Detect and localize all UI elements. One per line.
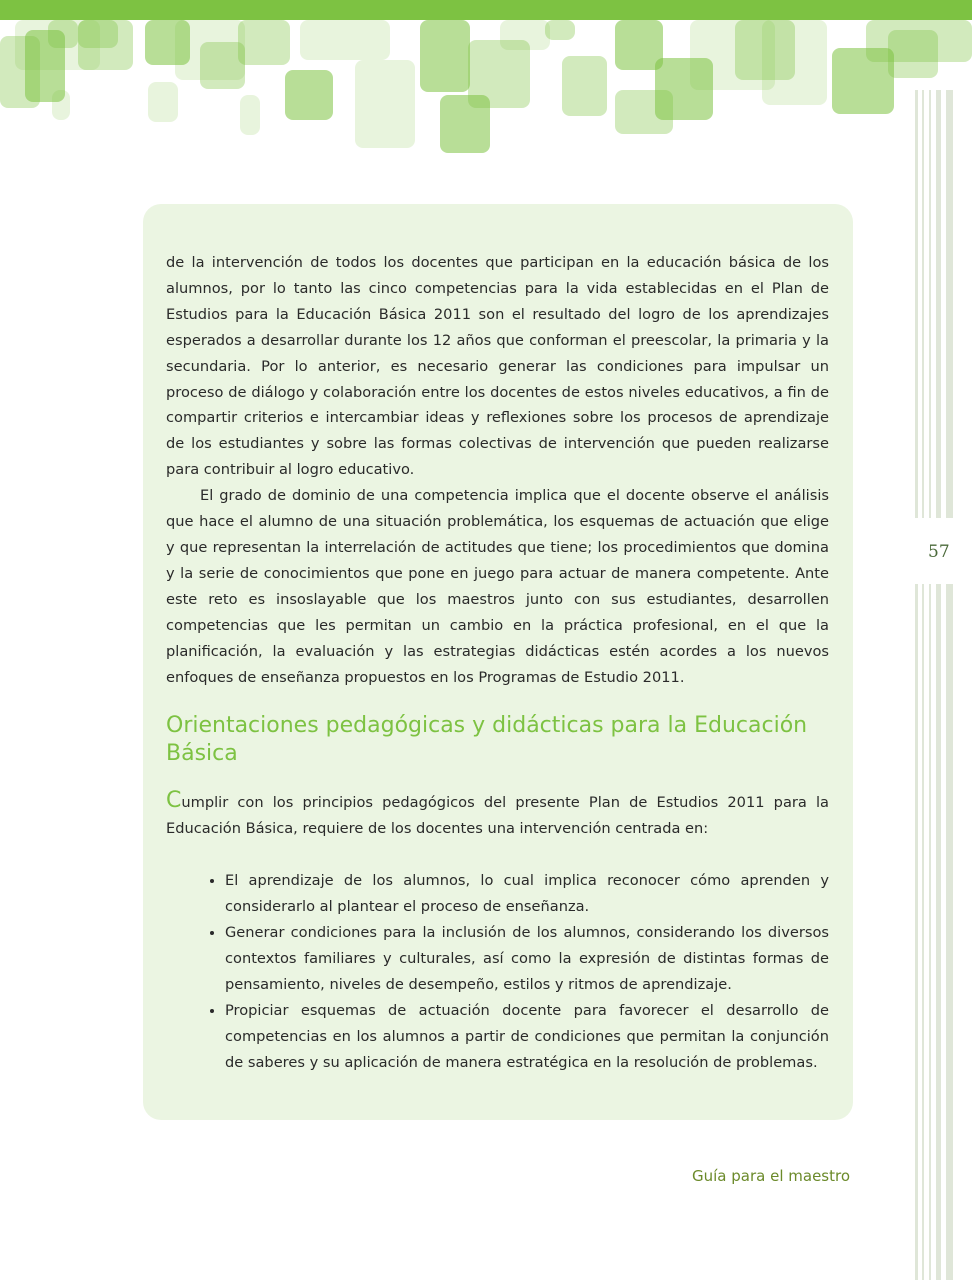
header-bar bbox=[0, 0, 972, 20]
bullet-list bbox=[166, 868, 829, 1075]
stripe bbox=[946, 90, 953, 1280]
list-item: • Propiciar esquemas de actuación docente para favorecer el desarrollo de competencias en los alumnos a partir de condiciones que permitan la conjunción de saberes y su aplicación de manera estratégica en la resolución de problemas. bbox=[225, 998, 829, 1076]
section-heading: Orientaciones pedagógicas y didácticas para la Educación Básica bbox=[166, 713, 808, 767]
stripe bbox=[936, 90, 941, 1280]
drop-cap: C bbox=[166, 788, 182, 814]
list-item: • Generar condiciones para la inclusión de los alumnos, considerando los diversos contextos familiares y culturales, así como la expresión de distintas formas de pensamiento, niveles de desempeño, estilos y ritmos de aprendizaje. bbox=[225, 920, 829, 998]
footer-title: Guía para el maestro bbox=[692, 1167, 851, 1185]
stripe bbox=[915, 90, 918, 1280]
page-number: 57 bbox=[928, 542, 950, 562]
list-item: • El aprendizaje de los alumnos, lo cual implica reconocer cómo aprenden y considerarlo al plantear el proceso de enseñanza. bbox=[225, 868, 829, 920]
stripe bbox=[922, 90, 924, 1280]
paragraph: de la intervención de todos los docentes que participan en la educación básica de los alumnos, por lo tanto las cinco competencias para la vida establecidas en el Plan de Estudios para la Educación Básica 2011 son el resultado del logro de los aprendizajes esperados a desarrollar durante los 12 años que conforman el preescolar, la primaria y la secundaria. Por lo anterior, es necesario generar las condiciones para impulsar un proceso de diálogo y colaboración entre los docentes de estos niveles educativos, a fin de compartir criterios e intercambiar ideas y reflexiones sobre los procesos de aprendizaje de los estudiantes y sobre las formas colectivas de intervención que pueden realizarse para contribuir al logro educativo. bbox=[166, 254, 829, 479]
decorative-squares bbox=[0, 20, 972, 170]
paragraph: El grado de dominio de una competencia implica que el docente observe el análisis que hace el alumno de una situación problemática, los esquemas de actuación que elige y que representan la interrelación de actitudes que tiene; los procedimientos que domina y la serie de conocimientos que pone en juego para actuar de manera competente. Ante este reto es insoslayable que los maestros junto con sus estudiantes, desarrollen competencias que les permitan un cambio en la práctica profesional, en el que la planificación, la evaluación y las estrategias didácticas estén acordes a los nuevos enfoques de enseñanza propuestos en los Programas de Estudio 2011. bbox=[166, 487, 829, 686]
body-text bbox=[166, 250, 829, 1075]
intro-paragraph: Cumplir con los principios pedagógicos del presente Plan de Estudios 2011 para la Educación Básica, requiere de los docentes una intervención centrada en: bbox=[166, 788, 829, 838]
stripe bbox=[929, 90, 931, 1280]
